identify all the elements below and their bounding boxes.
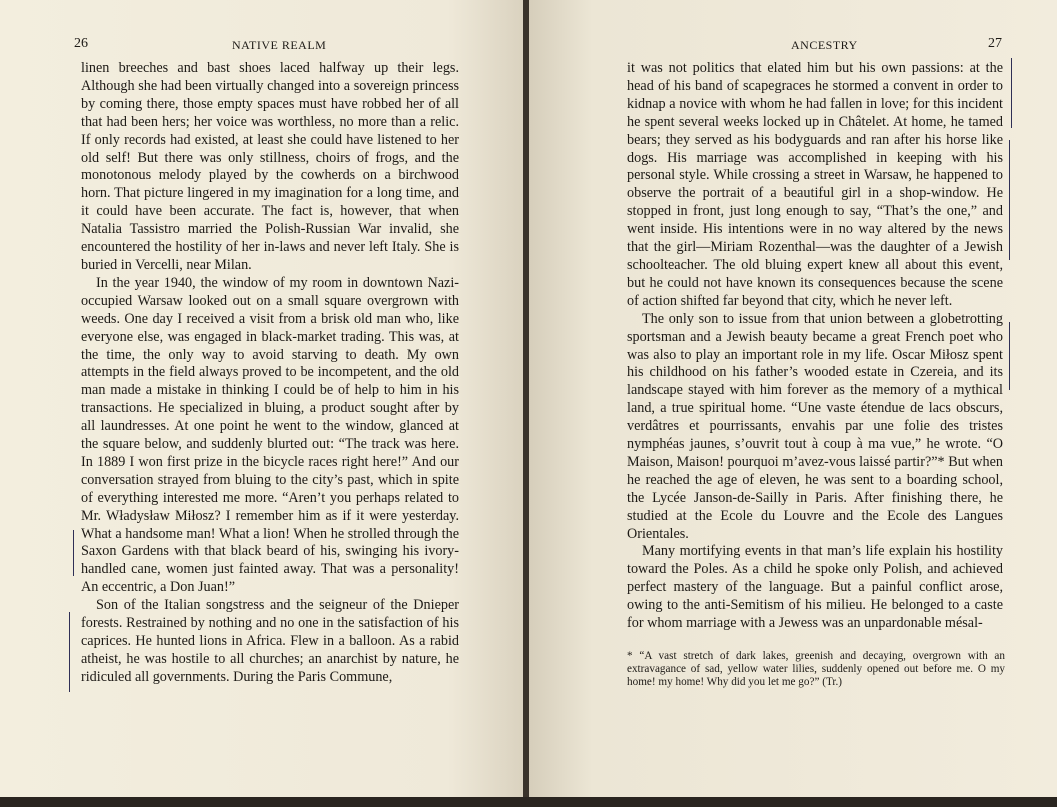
margin-pen-mark xyxy=(69,612,70,692)
right-body-text xyxy=(627,60,1003,633)
left-page xyxy=(0,0,527,797)
margin-pen-mark xyxy=(1011,58,1012,128)
paragraph: it was not politics that elated him but his own passions: at the head of his band of scapegraces he stormed a convent in order to kidnap a novice with whom he had fallen in love; for this incident he spent several weeks locked up in Châtelet. At home, he tamed bears; they served as his bodyguards and ran after his horse like dogs. His marriage was accomplished in keeping with his personal style. While crossing a street in Warsaw, he happened to observe the portrait of a beautiful girl in a shop-window. He stopped in front, just long enough to say, “That’s the one,” and went inside. His intentions were in no way altered by the news that the girl—Miriam Rozenthal—was the daughter of a Jewish schoolteacher. The old bluing expert knew all about this event, but he could not have known its consequences because the scene of action shifted far beyond that city, which he never left. xyxy=(627,60,1003,309)
paragraph: linen breeches and bast shoes laced halfway up their legs. Although she had been virtually changed into a sovereign princess by coming there, those empty spaces must have robbed her of all that had been hers; her voice was worthless, no more than a relic. If only records had existed, at least she could have listened to her old self! But there was only stillness, choirs of frogs, and the monotonous melody played by the cowherds on a birchwood horn. That picture lingered in my imagination for a long time, and it could have been accurate. The fact is, however, that when Natalia Tassistro married the Polish-Russian War invalid, she encountered the hostility of her in-laws and never left Italy. She is buried in Vercelli, near Milan. xyxy=(81,60,459,273)
paragraph: In the year 1940, the window of my room in downtown Nazi-occupied Warsaw looked out on a small square overgrown with weeds. One day I received a visit from a brisk old man who, like everyone else, was engaged in black-market trading. This was, at the time, the only way to avoid starving to death. My own attempts in the field always proved to be incompetent, and the old man made a mistake in thinking I could be of help to him in his transactions. He specialized in bluing, a product sought after by all laundresses. At one point he went to the window, glanced at the square below, and suddenly blurted out: “The track was here. In 1889 I won first prize in the bicycle races right here!” And our conversation strayed from bluing to the city’s past, which in spite of everything interested me more. “Aren’t you perhaps related to Mr. Władysław Miłosz? I remember him as if it were yesterday. What a handsome man! What a lion! When he strolled through the Saxon Gardens with that black beard of his, swinging his ivory-handled cane, women just fainted away. That was a personality! An eccentric, a Don Juan!” xyxy=(81,274,459,596)
paragraph: Son of the Italian songstress and the seigneur of the Dnieper forests. Restrained by nothing and no one in the satisfaction of his caprices. He hunted lions in Africa. Flew in a balloon. As a rabid atheist, he was hostile to all churches; an anarchist by nature, he ridiculed all governments. During the Paris Commune, xyxy=(81,597,459,685)
paragraph: Many mortifying events in that man’s life explain his hostility toward the Poles. As a child he spoke only Polish, and achieved perfect mastery of the language. But a painful conflict arose, owing to the anti-Semitism of his milieu. He belonged to a caste for whom marriage with a Jewess was an unpardonable mésal- xyxy=(627,543,1003,632)
page-number-left: 26 xyxy=(74,36,88,51)
left-body-text xyxy=(81,60,459,687)
footnote: * “A vast stretch of dark lakes, greenish and decaying, overgrown with an extravagance of sad, yellow water lilies, suddenly opened out before me. O my home! my home! Why did you let me go?” (Tr.) xyxy=(627,650,1005,688)
margin-pen-mark xyxy=(1009,322,1010,390)
right-page xyxy=(529,0,1057,797)
running-head-left: NATIVE REALM xyxy=(232,38,327,52)
margin-pen-mark xyxy=(73,530,74,576)
running-head-right: ANCESTRY xyxy=(791,38,858,52)
paragraph: The only son to issue from that union between a globetrotting sportsman and a Jewish beauty became a great French poet who was also to play an important role in my life. Oscar Miłosz spent his childhood on his father’s wooded estate in Czereia, and its landscape stayed with him forever as the memory of a mythical land, a true spiritual home. “Une vaste étendue de lacs obscurs, verdâtres et pourrissants, envahis par une folie des tristes nymphéas jaunes, s’ouvrit tout à coup à ma vue,” he wrote. “O Maison, Maison! pourquoi m’avez-vous laissé partir?”* But when he reached the age of eleven, he was sent to a boarding school, the Lycée Janson-de-Sailly in Paris. After finishing there, he studied at the Ecole du Louvre and the Ecole des Langues Orientales. xyxy=(627,310,1003,542)
margin-pen-mark xyxy=(1009,140,1010,260)
page-number-right: 27 xyxy=(988,36,1002,51)
